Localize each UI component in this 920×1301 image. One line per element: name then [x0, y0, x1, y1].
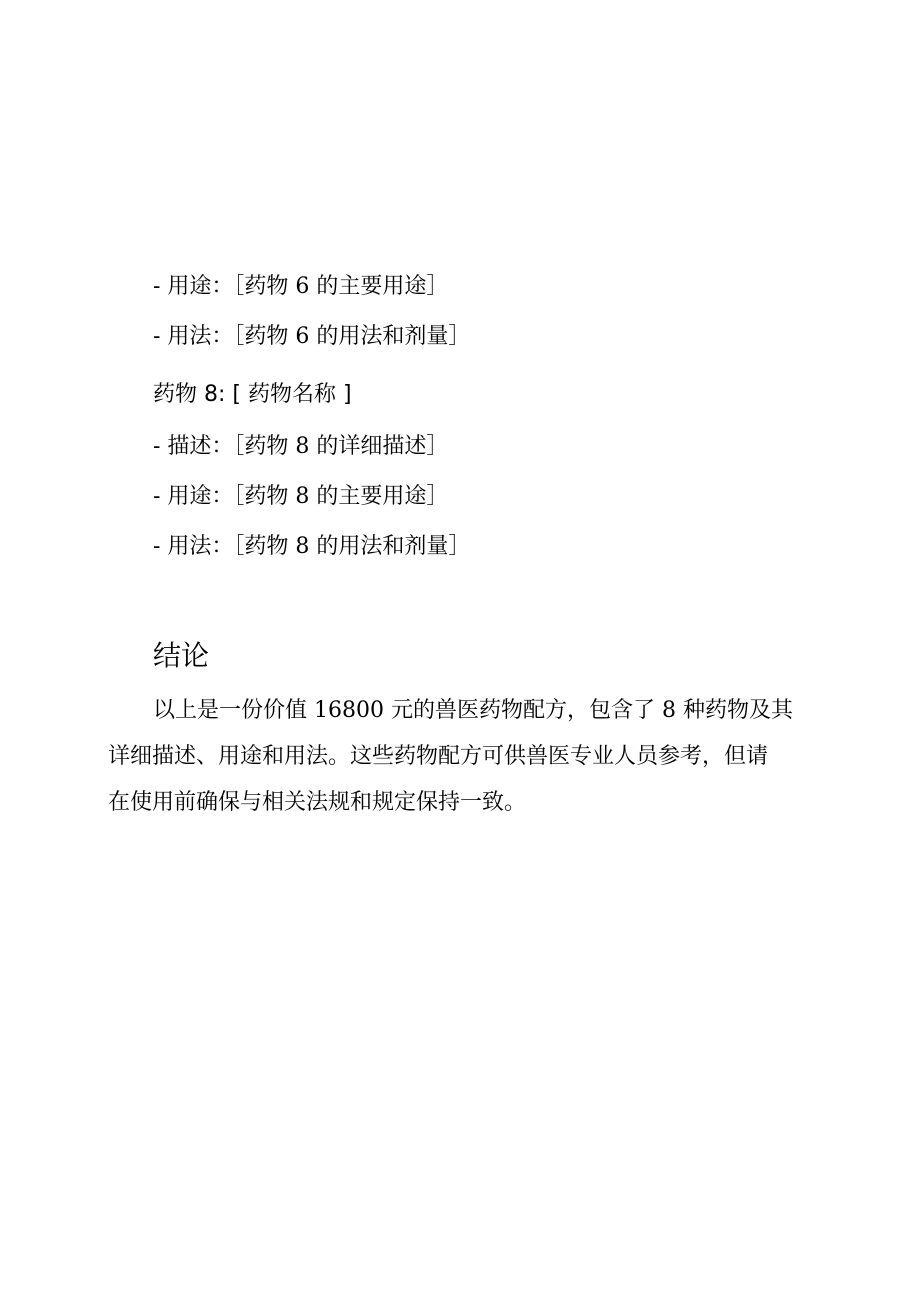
conclusion-line-1: 以上是一份价值 16800 元的兽医药物配方，包含了 8 种药物及其 — [153, 698, 793, 723]
conclusion-paragraph — [108, 688, 808, 826]
drug-6-dosage-line: - 用法：［药物 6 的用法和剂量］ — [153, 324, 471, 349]
drug-8-usage-line: - 用途：［药物 8 的主要用途］ — [153, 484, 449, 509]
conclusion-heading: 结论 — [153, 639, 210, 672]
drug-8-description-line: - 描述：［药物 8 的详细描述］ — [153, 434, 449, 459]
drug-8-dosage-line: - 用法：［药物 8 的用法和剂量］ — [153, 534, 471, 559]
conclusion-line-2: 详细描述、用途和用法。这些药物配方可供兽医专业人员参考，但请 — [108, 744, 769, 769]
drug-8-heading: 药物 8: [ 药物名称 ] — [153, 382, 352, 407]
conclusion-line-3: 在使用前确保与相关法规和规定保持一致。 — [108, 790, 527, 815]
drug-6-usage-line: - 用途：［药物 6 的主要用途］ — [153, 274, 449, 299]
